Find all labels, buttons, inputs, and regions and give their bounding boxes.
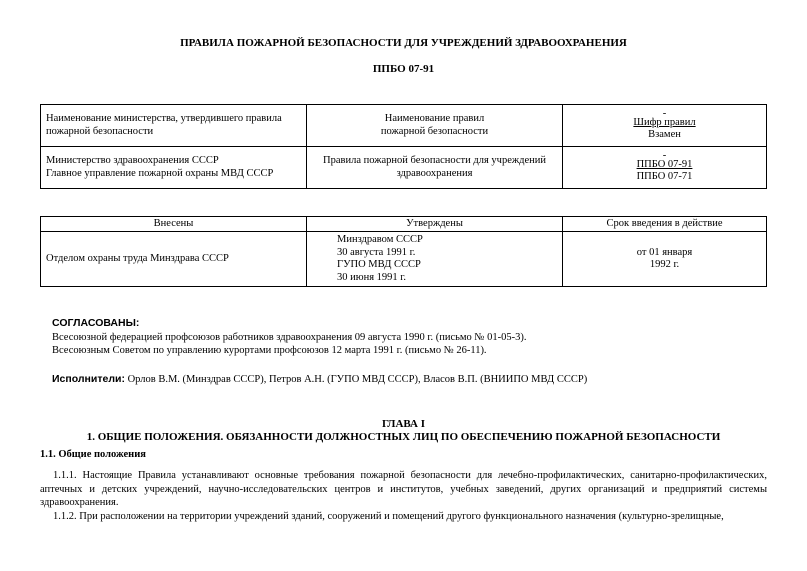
approved-line4: 30 июня 1991 г. — [337, 271, 407, 283]
introduced-value: Отделом охраны труда Минздрава СССР — [46, 252, 229, 264]
rules-info-table — [40, 104, 767, 189]
section-heading: 1.1. Общие положения — [40, 449, 146, 460]
cipher-value: ППБО 07-91 — [636, 158, 693, 170]
approved-line2: 30 августа 1991 г. — [337, 246, 416, 258]
rules-name: Правила пожарной безопасности для учреждений здравоохранения — [323, 155, 546, 179]
replaces-header: Взамен — [648, 129, 681, 140]
cipher-cell — [563, 147, 767, 189]
effective-cell — [563, 232, 767, 287]
ministry-line1: Министерство здравоохранения СССР — [46, 155, 219, 166]
document-title: ПРАВИЛА ПОЖАРНОЙ БЕЗОПАСНОСТИ ДЛЯ УЧРЕЖДЕНИЙ ЗДРАВООХРАНЕНИЯ — [180, 37, 627, 49]
cipher-dash: - — [662, 149, 667, 161]
executors-block — [52, 373, 767, 387]
executors-label: Исполнители: — [52, 373, 125, 385]
ministry-header: Наименование министерства, утвердившего правила пожарной безопасности — [46, 113, 282, 137]
ministry-cell — [41, 147, 307, 189]
rules-name-cell — [307, 147, 563, 189]
approved-line3: ГУПО МВД СССР — [337, 259, 421, 270]
agreed-line1: Всесоюзной федерацией профсоюзов работников здравоохранения 09 августа 1990 г. (письмо № 01-05-3). — [52, 331, 527, 343]
approved-cell — [307, 232, 563, 287]
effective-line2: 1992 г. — [649, 259, 680, 270]
cipher-header-cell — [563, 105, 767, 147]
introduced-header: Внесены — [41, 217, 307, 232]
paragraph-1-1-2: 1.1.2. При расположении на территории учреждений зданий, сооружений и помещений другого функционального назначения (культурно-зрелищные, — [53, 511, 724, 522]
rules-name-header-line2: пожарной безопасности — [380, 125, 489, 137]
rules-name-header-line1: Наименование правил — [384, 113, 485, 124]
introduced-cell — [41, 232, 307, 287]
cipher-header: Шифр правил — [633, 116, 696, 128]
effective-line1: от 01 января — [636, 246, 693, 258]
cipher-header-dash: - — [662, 107, 667, 119]
document-code: ППБО 07-91 — [372, 63, 435, 75]
approved-header: Утверждены — [307, 217, 563, 232]
rules-name-header-cell — [307, 105, 563, 147]
agreed-heading: СОГЛАСОВАНЫ: — [52, 317, 140, 329]
introduction-table — [40, 216, 767, 287]
ministry-line2: Главное управление пожарной охраны МВД СССР — [46, 167, 274, 179]
chapter-title: ГЛАВА I — [381, 418, 426, 430]
agreed-line2: Всесоюзным Советом по управлению курортами профсоюзов 12 марта 1991 г. (письмо № 26-11). — [52, 345, 487, 356]
effective-header: Срок введения в действие — [563, 217, 767, 232]
approved-line1: Минздравом СССР — [337, 234, 423, 245]
executors-text: Орлов В.М. (Минздрав СССР), Петров А.Н. (ГУПО МВД СССР), Власов В.П. (ВНИИПО МВД СССР) — [124, 374, 588, 385]
agreed-block — [52, 317, 767, 358]
ministry-header-cell — [41, 105, 307, 147]
chapter-subtitle: 1. ОБЩИЕ ПОЛОЖЕНИЯ. ОБЯЗАННОСТИ ДОЛЖНОСТНЫХ ЛИЦ ПО ОБЕСПЕЧЕНИЮ ПОЖАРНОЙ БЕЗОПАСНОСТИ — [86, 431, 721, 443]
replaces-value: ППБО 07-71 — [636, 171, 693, 182]
paragraph-1-1-1: 1.1.1. Настоящие Правила устанавливают основные требования пожарной безопасности для лечебно-профилактических, санитарно-профилактических, аптечных и детских учреждений, научно-исследовательских центров и институтов, учебных заведений, других организаций и предприятий системы здравоохранения. — [40, 470, 767, 508]
